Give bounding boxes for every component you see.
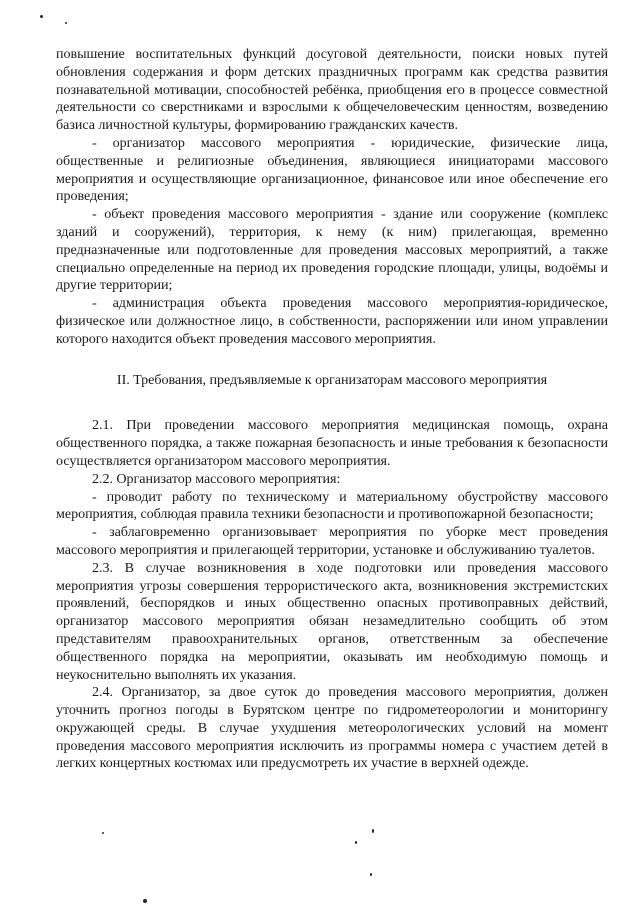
definition-administration: - администрация объекта проведения массового мероприятия-юридическое, физическое или должностное лицо, в собственности, распоряжении или ином управлении которого находится объект проведения массового мероприятия. [56,295,608,347]
scan-speck [65,22,67,24]
scan-speck [355,841,357,844]
clause-2-4: 2.4. Организатор, за двое суток до проведения массового мероприятия, должен уточнить прогноз погоды в Бурятском центре по гидрометеорологии и мониторингу окружающей среды. В случае ухудшения метеорологических условий на момент проведения массового мероприятия исключить из программы номера с участием детей в легких концертных костюмах или предусмотреть их участие в верхней одежде. [56,684,608,772]
intro-paragraph: повышение воспитательных функций досуговой деятельности, поиски новых путей обновления содержания и форм детских праздничных программ как средства развития познавательной мотивации, способностей ребёнка, приобщения его в процессе совместной деятельности со сверстниками и взрослыми к общечеловеческим ценностям, возведению базиса личностной культуры, формированию гражданских качеств. [56,46,608,134]
section-heading: II. Требования, предъявляемые к организаторам массового мероприятия [116,371,548,388]
definition-organizer: - организатор массового мероприятия - юридические, физические лица, общественные и религиозные объединения, являющиеся инициаторами массового мероприятия и осуществляющие организационное, финансовое или иное обеспечение его проведения; [56,134,608,205]
clause-2-1: 2.1. При проведении массового мероприятия медицинская помощь, охрана общественного порядка, а также пожарная безопасность и иные требования к безопасности осуществляется организатором массового мероприятия. [56,417,608,469]
scan-speck [102,832,104,834]
clause-2-2-item: - проводит работу по техническому и материальному обустройству массового мероприятия, соблюдая правила техники безопасности и противопожарной безопасности; [56,488,608,523]
scan-speck [143,899,147,903]
scan-speck [40,15,43,18]
clause-2-3: 2.3. В случае возникновения в ходе подготовки или проведения массового мероприятия угрозы совершения террористического акта, возникновения экстремистских проявлений, беспорядков и иных общественно опасных противоправных действий, организатор массового мероприятия обязан незамедлительно сообщить об этом представителям правоохранительных органов, ответственным за обеспечение общественного порядка на мероприятии, оказывать им необходимую помощь и неукоснительно выполнять их указания. [56,559,608,683]
definition-venue: - объект проведения массового мероприятия - здание или сооружение (комплекс зданий и сооружений), территория, к нему (к ним) прилегающая, временно предназначенные или подготовленные для проведения массовых мероприятий, а также специально определенные на период их проведения городские площади, улицы, водоёмы и другие территории; [56,206,608,294]
document-body [56,46,608,773]
clause-2-2-item: - заблаговременно организовывает мероприятия по уборке мест проведения массового мероприятия и прилегающей территории, установке и обслуживанию туалетов. [56,524,608,558]
scan-speck [370,873,372,876]
scan-speck [372,829,374,833]
clause-2-2: 2.2. Организатор массового мероприятия: [92,470,341,487]
